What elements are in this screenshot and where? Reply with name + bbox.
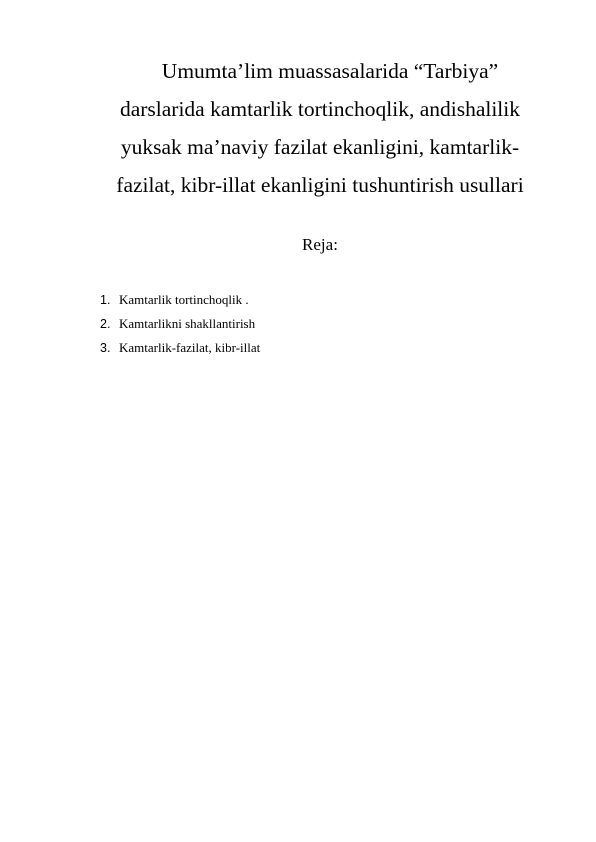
list-item-number: 2. (100, 317, 111, 331)
list-item (100, 288, 260, 312)
title-line: fazilat, kibr-illat ekanligini tushuntirish usullari (116, 173, 524, 197)
list-item-text: Kamtarlikni shakllantirish (119, 316, 256, 331)
plan-heading: Reja: (302, 235, 338, 254)
document-title (100, 52, 540, 204)
list-item (100, 312, 260, 336)
title-line: Umumta’lim muassasalarida “Tarbiya” (161, 59, 499, 83)
list-item-number: 3. (100, 341, 111, 355)
list-item-number: 1. (100, 293, 111, 307)
list-item (100, 336, 260, 360)
plan-list (100, 288, 260, 360)
list-item-text: Kamtarlik-fazilat, kibr-illat (119, 340, 261, 355)
list-item-text: Kamtarlik tortinchoqlik . (119, 292, 249, 307)
title-line: darslarida kamtarlik tortinchoqlik, andishalilik (119, 97, 521, 121)
title-line: yuksak ma’naviy fazilat ekanligini, kamtarlik- (120, 135, 520, 159)
